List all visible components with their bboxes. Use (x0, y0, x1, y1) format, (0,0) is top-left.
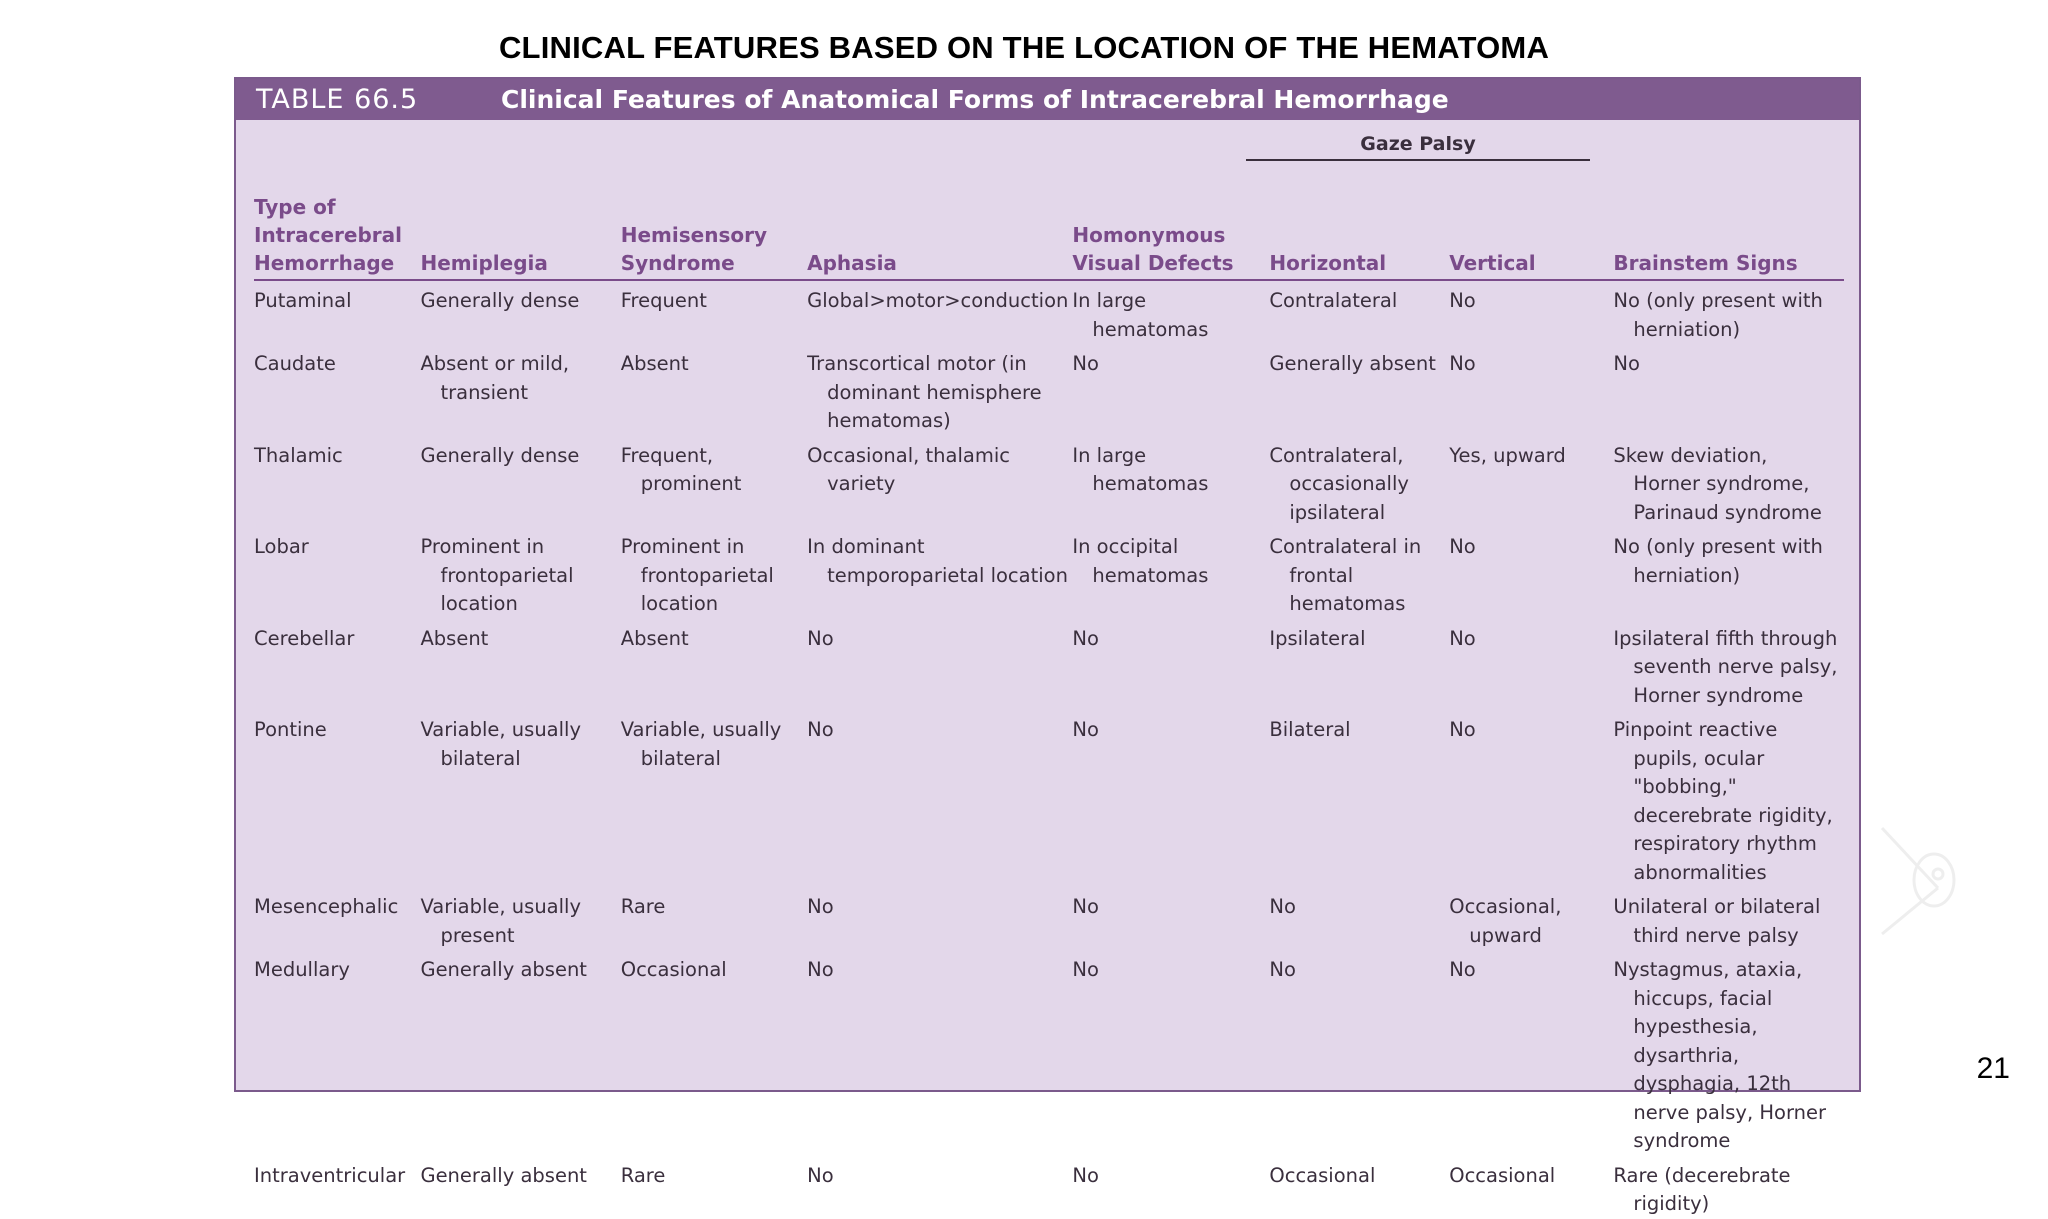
gaze-palsy-group-header: Gaze Palsy (1246, 133, 1590, 161)
cell-text: Putaminal (254, 289, 352, 312)
cell-text: Ipsilateral (1269, 626, 1366, 650)
cell-vertical (1449, 710, 1613, 887)
cell-text: In large hematomas (1072, 289, 1209, 341)
cell-hemiplegia (420, 619, 620, 711)
cell-type (254, 1156, 420, 1219)
cell-text: Transcortical motor (in dominant hemisphere hematomas) (807, 352, 1042, 432)
table-row (254, 950, 1844, 1156)
cell-text: Pontine (254, 718, 327, 741)
cell-horizontal (1269, 950, 1449, 1156)
table-row (254, 527, 1844, 619)
cell-horizontal (1269, 280, 1449, 344)
cell-hemisensory (621, 344, 807, 436)
cell-text: Rare (decerebrate rigidity) (1613, 1163, 1791, 1215)
cell-text: Generally absent (1269, 352, 1436, 375)
cell-horizontal (1269, 436, 1449, 528)
cell-text: Absent (420, 626, 489, 650)
cell-text: No (1449, 352, 1476, 375)
cell-text: No (1449, 535, 1476, 558)
table-row (254, 280, 1844, 344)
cell-text: Occasional (1269, 1163, 1376, 1187)
header-visual-defects: Homonymous Visual Defects (1072, 131, 1269, 280)
cell-hemisensory (621, 710, 807, 887)
cell-brainstem-signs (1613, 280, 1844, 344)
cell-type (254, 619, 420, 711)
table-row (254, 344, 1844, 436)
cell-brainstem-signs (1613, 887, 1844, 950)
cell-text: Variable, usually bilateral (620, 718, 782, 770)
slide-title: CLINICAL FEATURES BASED ON THE LOCATION OF THE HEMATOMA (498, 30, 1550, 65)
header-row (254, 131, 1844, 280)
cell-horizontal (1269, 1156, 1449, 1219)
cell-hemiplegia (420, 950, 620, 1156)
cell-text: Generally dense (420, 289, 580, 312)
cell-text: Skew deviation, Horner syndrome, Parinaud syndrome (1613, 443, 1822, 524)
cell-text: No (1449, 718, 1476, 741)
cell-hemisensory (621, 1156, 807, 1219)
header-horizontal: Horizontal (1269, 131, 1449, 280)
cell-text: Yes, upward (1449, 443, 1566, 467)
table-body (254, 280, 1844, 1219)
cell-type (254, 527, 420, 619)
cell-horizontal (1269, 344, 1449, 436)
cell-brainstem-signs (1613, 527, 1844, 619)
header-hemisensory: Hemisensory Syndrome (621, 131, 807, 280)
cell-aphasia (807, 436, 1072, 528)
cell-text: Medullary (254, 958, 350, 981)
cell-text: Generally absent (420, 1163, 587, 1187)
cell-text: No (807, 895, 834, 918)
cell-brainstem-signs (1613, 619, 1844, 711)
cell-text: No (807, 1163, 834, 1187)
watermark-logo (1878, 826, 1958, 936)
cell-hemiplegia (420, 436, 620, 528)
cell-brainstem-signs (1613, 1156, 1844, 1219)
header-aphasia: Aphasia (807, 131, 1072, 280)
cell-aphasia (807, 619, 1072, 711)
cell-text: Global>motor>conduction (807, 289, 1069, 312)
table-caption: Clinical Features of Anatomical Forms of Intracerebral Hemorrhage (501, 85, 1449, 114)
table-header-bar (236, 79, 1859, 120)
cell-text: No (1269, 958, 1296, 981)
cell-text: Unilateral or bilateral third nerve palsy (1613, 895, 1821, 947)
cell-text: Variable, usually bilateral (420, 718, 582, 770)
cell-text: Generally dense (420, 443, 580, 467)
cell-hemiplegia (420, 280, 620, 344)
cell-visual-defects (1072, 887, 1269, 950)
cell-hemisensory (621, 619, 807, 711)
table-row (254, 887, 1844, 950)
cell-text: Cerebellar (254, 626, 355, 650)
cell-vertical (1449, 1156, 1613, 1219)
cell-brainstem-signs (1613, 710, 1844, 887)
cell-type (254, 436, 420, 528)
cell-brainstem-signs (1613, 344, 1844, 436)
cell-hemisensory (621, 950, 807, 1156)
cell-text: In dominant temporoparietal location (807, 535, 1068, 587)
cell-visual-defects (1072, 280, 1269, 344)
cell-text: Prominent in frontoparietal location (620, 535, 774, 615)
header-vertical: Vertical (1449, 131, 1613, 280)
cell-text: Frequent, prominent (620, 443, 742, 495)
cell-text: No (1072, 718, 1099, 741)
table-row (254, 436, 1844, 528)
cell-text: Contralateral, occasionally ipsilateral (1269, 443, 1409, 524)
page-number: 21 (1976, 1052, 2010, 1085)
cell-hemisensory (621, 280, 807, 344)
data-table (254, 131, 1844, 1219)
cell-text: Prominent in frontoparietal location (420, 535, 574, 615)
cell-hemisensory (621, 436, 807, 528)
cell-text: Rare (620, 895, 666, 918)
cell-hemiplegia (420, 887, 620, 950)
cell-text: Caudate (254, 352, 336, 375)
cell-vertical (1449, 344, 1613, 436)
cell-hemiplegia (420, 344, 620, 436)
cell-visual-defects (1072, 436, 1269, 528)
cell-aphasia (807, 950, 1072, 1156)
cell-text: In large hematomas (1072, 443, 1209, 495)
cell-vertical (1449, 619, 1613, 711)
cell-text: Absent (620, 352, 689, 375)
cell-vertical (1449, 436, 1613, 528)
cell-text: Occasional, thalamic variety (807, 443, 1010, 495)
cell-horizontal (1269, 887, 1449, 950)
header-brainstem-signs: Brainstem Signs (1613, 131, 1844, 280)
cell-text: No (only present with herniation) (1613, 535, 1823, 587)
cell-brainstem-signs (1613, 436, 1844, 528)
cell-text: No (1449, 289, 1476, 312)
cell-text: Occasional (620, 958, 727, 981)
cell-type (254, 710, 420, 887)
cell-hemiplegia (420, 1156, 620, 1219)
cell-text: Occasional, upward (1449, 895, 1562, 947)
cell-aphasia (807, 280, 1072, 344)
cell-text: Absent or mild, transient (420, 352, 570, 404)
cell-text: Intraventricular (254, 1163, 406, 1187)
cell-aphasia (807, 527, 1072, 619)
cell-visual-defects (1072, 1156, 1269, 1219)
cell-text: No (807, 958, 834, 981)
cell-vertical (1449, 950, 1613, 1156)
table-number: TABLE 66.5 (256, 84, 419, 115)
cell-text: Nystagmus, ataxia, hiccups, facial hypesthesia, dysarthria, dysphagia, 12th nerve palsy, Horner syndrome (1613, 958, 1827, 1152)
cell-text: Occasional (1449, 1163, 1556, 1187)
cell-text: Lobar (254, 535, 309, 558)
cell-visual-defects (1072, 950, 1269, 1156)
cell-visual-defects (1072, 344, 1269, 436)
cell-horizontal (1269, 619, 1449, 711)
cell-vertical (1449, 527, 1613, 619)
cell-text: No (1072, 626, 1099, 650)
cell-hemisensory (621, 527, 807, 619)
cell-brainstem-signs (1613, 950, 1844, 1156)
table-row (254, 619, 1844, 711)
cell-vertical (1449, 887, 1613, 950)
cell-visual-defects (1072, 710, 1269, 887)
cell-aphasia (807, 1156, 1072, 1219)
cell-hemisensory (621, 887, 807, 950)
cell-text: No (807, 718, 834, 741)
cell-text: No (1449, 626, 1476, 650)
cell-text: Generally absent (420, 958, 587, 981)
cell-text: Mesencephalic (254, 895, 399, 918)
cell-text: Variable, usually present (420, 895, 582, 947)
header-hemiplegia: Hemiplegia (420, 131, 620, 280)
cell-text: No (1269, 895, 1296, 918)
cell-text: No (1072, 352, 1099, 375)
cell-aphasia (807, 344, 1072, 436)
cell-type (254, 950, 420, 1156)
cell-visual-defects (1072, 619, 1269, 711)
cell-vertical (1449, 280, 1613, 344)
cell-type (254, 344, 420, 436)
cell-hemiplegia (420, 710, 620, 887)
table-row (254, 710, 1844, 887)
cell-text: No (1613, 352, 1640, 375)
cell-type (254, 887, 420, 950)
cell-text: No (807, 626, 834, 650)
cell-aphasia (807, 887, 1072, 950)
cell-text: Absent (620, 626, 689, 650)
cell-text: Rare (620, 1163, 666, 1187)
cell-text: Ipsilateral fifth through seventh nerve palsy, Horner syndrome (1613, 626, 1838, 707)
clinical-features-table (234, 77, 1861, 1215)
cell-text: Thalamic (254, 443, 343, 467)
cell-text: Contralateral (1269, 289, 1398, 312)
cell-text: No (1072, 1163, 1099, 1187)
cell-text: In occipital hematomas (1072, 535, 1209, 587)
cell-text: Pinpoint reactive pupils, ocular "bobbing," decerebrate rigidity, respiratory rhythm abnormalities (1613, 718, 1833, 884)
header-type: Type of Intracerebral Hemorrhage (254, 131, 420, 280)
cell-text: No (1072, 895, 1099, 918)
cell-text: Bilateral (1269, 718, 1351, 741)
cell-text: Frequent (620, 289, 707, 312)
cell-aphasia (807, 710, 1072, 887)
cell-hemiplegia (420, 527, 620, 619)
cell-horizontal (1269, 710, 1449, 887)
table-row (254, 1156, 1844, 1219)
cell-horizontal (1269, 527, 1449, 619)
cell-text: No (1072, 958, 1099, 981)
cell-visual-defects (1072, 527, 1269, 619)
cell-type (254, 280, 420, 344)
cell-text: No (1449, 958, 1476, 981)
cell-text: Contralateral in frontal hematomas (1269, 535, 1422, 615)
cell-text: No (only present with herniation) (1613, 289, 1823, 341)
